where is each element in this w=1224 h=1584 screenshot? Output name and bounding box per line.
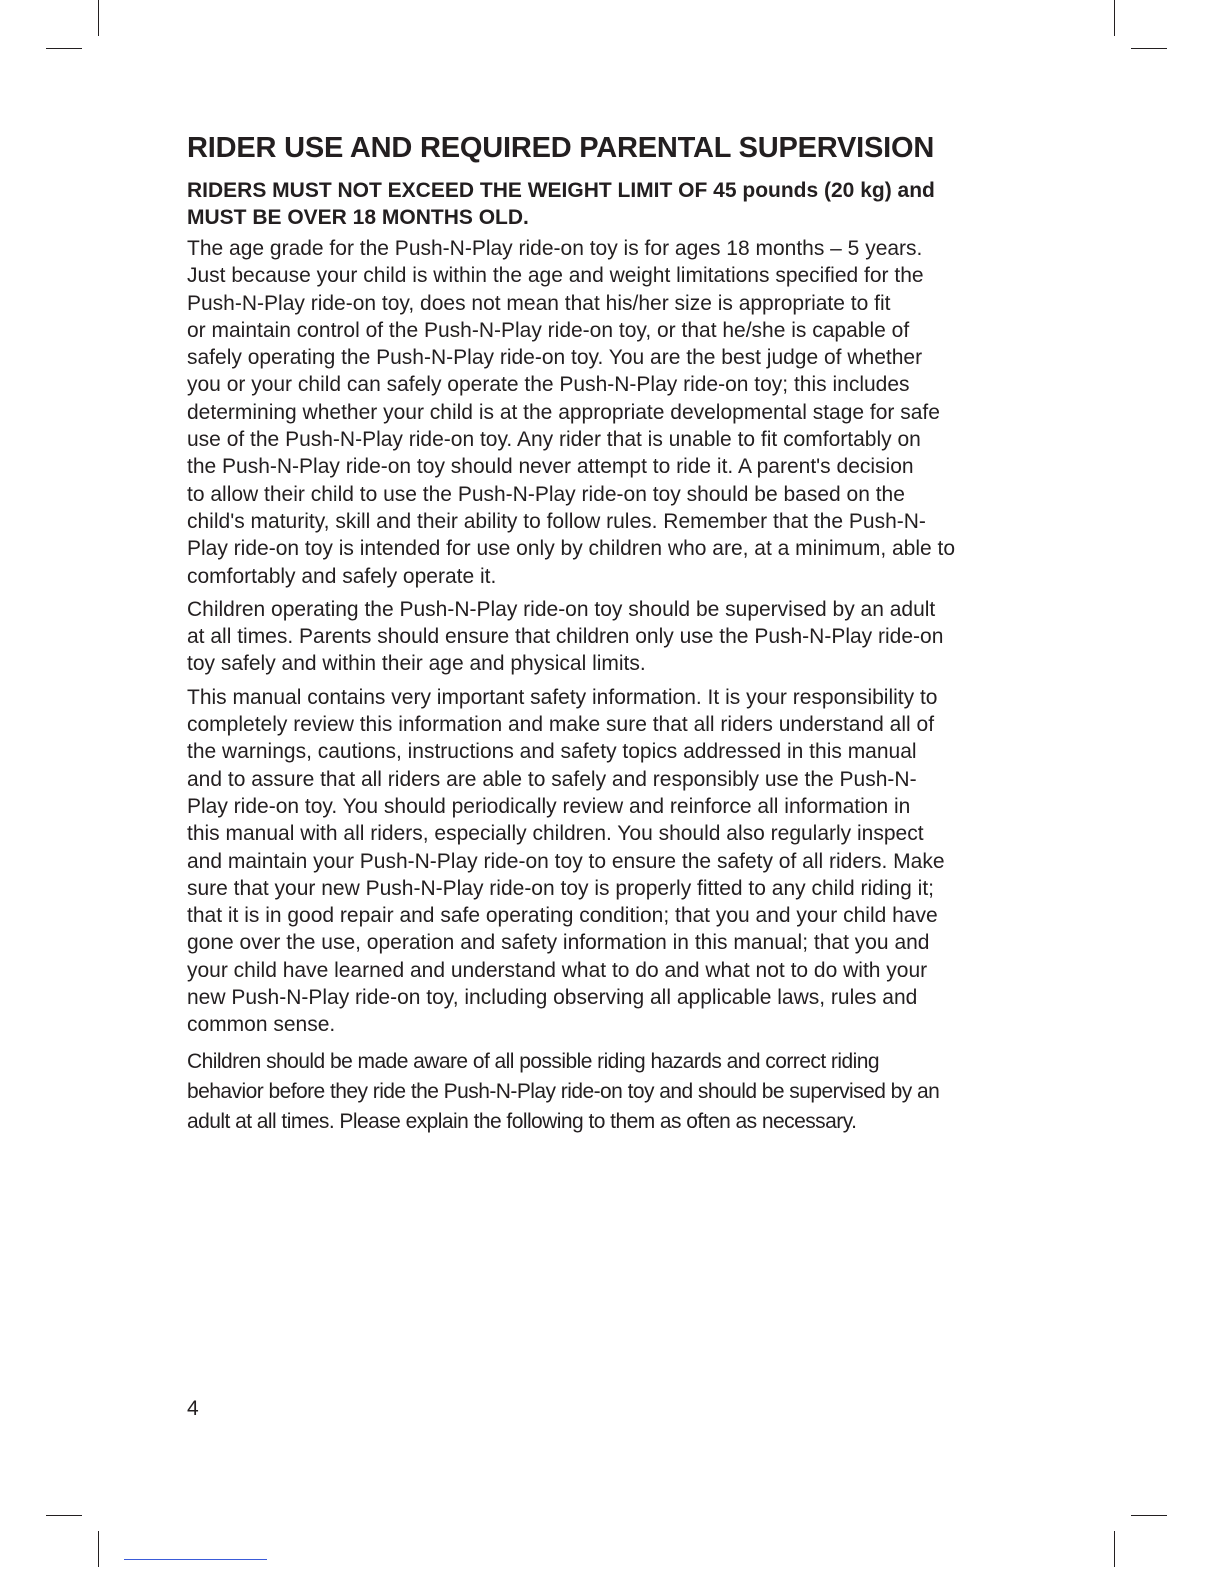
- crop-mark-bottom-left-horizontal: [46, 1515, 82, 1516]
- text-line: Play ride-on toy. You should periodically review and reinforce all information in: [187, 794, 911, 818]
- text-line: new Push-N-Play ride-on toy, including observing all applicable laws, rules and: [187, 986, 918, 1010]
- text-line: Just because your child is within the age and weight limitations specified for the: [187, 264, 924, 288]
- crop-mark-top-left-horizontal: [46, 48, 82, 49]
- text-line: or maintain control of the Push-N-Play ride-on toy, or that he/she is capable of: [187, 318, 910, 342]
- paragraph-manual-responsibility: [187, 684, 1027, 1039]
- text-line: the warnings, cautions, instructions and safety topics addressed in this manual: [187, 740, 917, 764]
- text-line: and maintain your Push-N-Play ride-on toy to ensure the safety of all riders. Make: [187, 849, 945, 873]
- text-line: and to assure that all riders are able to safely and responsibly use the Push-N-: [187, 767, 917, 791]
- text-line: behavior before they ride the Push-N-Play ride-on toy and should be supervised by an: [187, 1079, 940, 1103]
- text-line: Children operating the Push-N-Play ride-on toy should be supervised by an adult: [187, 597, 936, 621]
- crop-mark-top-right-horizontal: [1131, 48, 1167, 49]
- warning-line: MUST BE OVER 18 MONTHS OLD.: [187, 206, 529, 229]
- text-line: to allow their child to use the Push-N-Play ride-on toy should be based on the: [187, 482, 905, 506]
- section-heading: RIDER USE AND REQUIRED PARENTAL SUPERVISION: [187, 132, 935, 164]
- paragraph-riding-hazards: [187, 1047, 1027, 1137]
- text-line: use of the Push-N-Play ride-on toy. Any rider that is unable to fit comfortably on: [187, 428, 921, 452]
- text-line: Children should be made aware of all possible riding hazards and correct riding: [187, 1049, 879, 1073]
- text-line: child's maturity, skill and their ability to follow rules. Remember that the Push-N-: [187, 509, 926, 533]
- text-line: safely operating the Push-N-Play ride-on toy. You are the best judge of whether: [187, 346, 923, 370]
- warning-line: RIDERS MUST NOT EXCEED THE WEIGHT LIMIT OF 45 pounds (20 kg) and: [187, 179, 935, 202]
- weight-age-warning: [187, 177, 1027, 231]
- crop-mark-bottom-right-horizontal: [1131, 1515, 1167, 1516]
- crop-mark-top-right-vertical: [1114, 0, 1115, 36]
- text-line: comfortably and safely operate it.: [187, 564, 497, 588]
- text-line: The age grade for the Push-N-Play ride-on toy is for ages 18 months – 5 years.: [187, 237, 923, 260]
- text-line: Push-N-Play ride-on toy, does not mean that his/her size is appropriate to fit: [187, 291, 891, 315]
- text-line: that it is in good repair and safe operating condition; that you and your child have: [187, 904, 938, 928]
- crop-mark-bottom-right-vertical: [1114, 1531, 1115, 1567]
- text-line: determining whether your child is at the appropriate developmental stage for safe: [187, 400, 940, 424]
- paragraph-supervision: [187, 596, 1027, 678]
- text-line: toy safely and within their age and physical limits.: [187, 652, 646, 676]
- page-content: [187, 130, 1027, 1143]
- text-line: sure that your new Push-N-Play ride-on toy is properly fitted to any child riding it;: [187, 876, 935, 900]
- text-line: the Push-N-Play ride-on toy should never attempt to ride it. A parent's decision: [187, 455, 914, 479]
- crop-mark-bottom-left-vertical: [98, 1531, 99, 1567]
- text-line: at all times. Parents should ensure that children only use the Push-N-Play ride-on: [187, 625, 944, 649]
- text-line: completely review this information and make sure that all riders understand all of: [187, 713, 935, 737]
- text-line: your child have learned and understand what to do and what not to do with your: [187, 958, 928, 982]
- text-line: common sense.: [187, 1013, 336, 1037]
- text-line: adult at all times. Please explain the following to them as often as necessary.: [187, 1109, 857, 1133]
- footer-rule: [124, 1559, 267, 1560]
- crop-mark-top-left-vertical: [98, 0, 99, 36]
- text-line: this manual with all riders, especially children. You should also regularly inspect: [187, 822, 924, 846]
- text-line: This manual contains very important safety information. It is your responsibility to: [187, 685, 938, 709]
- paragraph-age-grade: [187, 235, 1027, 590]
- text-line: you or your child can safely operate the Push-N-Play ride-on toy; this includes: [187, 373, 910, 397]
- text-line: Play ride-on toy is intended for use only by children who are, at a minimum, able to: [187, 537, 956, 561]
- text-line: gone over the use, operation and safety information in this manual; that you and: [187, 931, 930, 955]
- page-number: 4: [187, 1397, 199, 1420]
